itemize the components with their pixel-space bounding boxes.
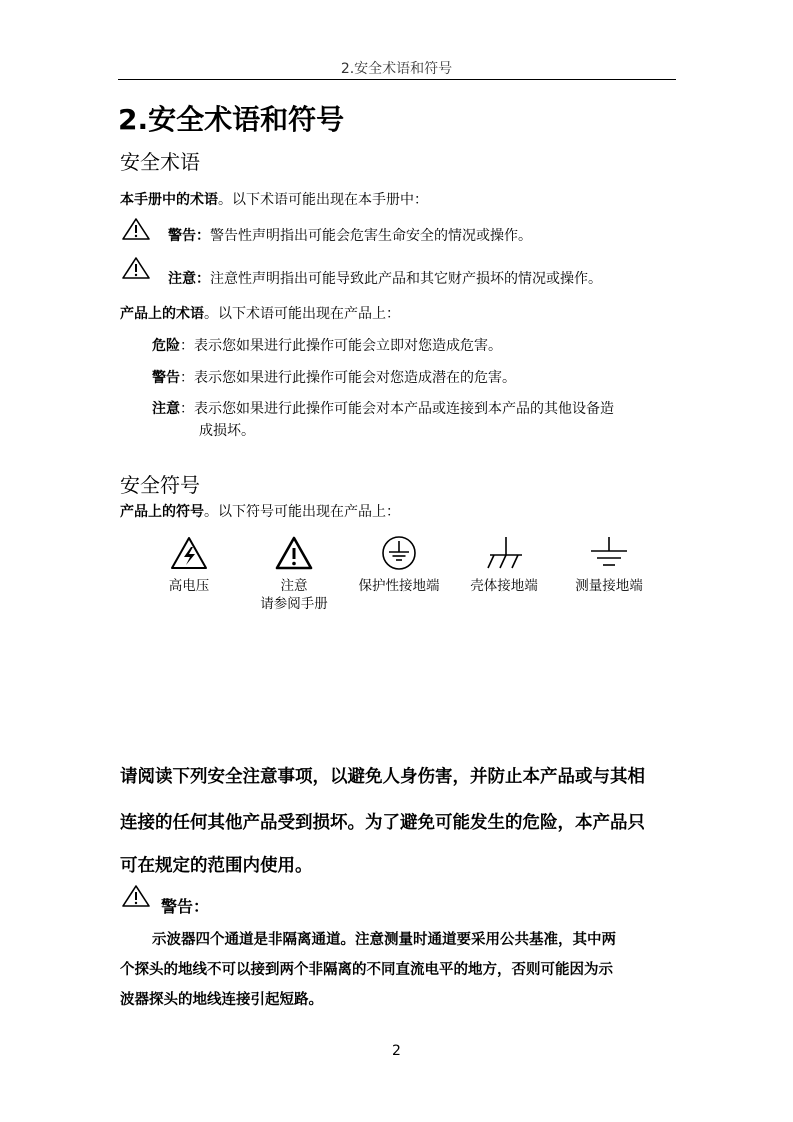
manual-terms-lead-text: 。以下术语可能出现在本手册中： — [218, 192, 428, 208]
page-number: 2 — [392, 1043, 401, 1059]
symbol-chassis-ground — [449, 535, 559, 595]
product-term-label: 危险 — [152, 338, 180, 354]
channel-warning-line: 波器探头的地线连接引起短路。 — [120, 992, 323, 1008]
manual-terms-lead — [120, 190, 428, 210]
high-voltage-icon — [169, 535, 209, 571]
product-term-text: ：表示您如果进行此操作可能会立即对您造成危害。 — [180, 338, 502, 354]
product-term-text: ：表示您如果进行此操作可能会对本产品或连接到本产品的其他设备造 — [180, 401, 614, 417]
symbols-lead-bold: 产品上的符号 — [120, 504, 204, 520]
product-term-label: 警告 — [152, 370, 180, 386]
measurement-ground-icon — [587, 535, 631, 571]
manual-term-text: 警告性声明指出可能会危害生命安全的情况或操作。 — [210, 228, 532, 244]
warning-label: 警告： — [161, 897, 210, 916]
warning-triangle-icon — [121, 256, 151, 280]
product-term-text: ：表示您如果进行此操作可能会对您造成潜在的危害。 — [180, 370, 516, 386]
manual-terms-lead-bold: 本手册中的术语 — [120, 192, 218, 208]
manual-term-caution — [168, 269, 602, 289]
warning-triangle-icon — [121, 884, 151, 908]
safety-notice-line: 请阅读下列安全注意事项，以避免人身伤害，并防止本产品或与其相 — [120, 767, 645, 787]
channel-warning — [120, 925, 676, 1015]
product-term-caution-cont: 成损坏。 — [199, 423, 255, 439]
warning-triangle-icon — [121, 217, 151, 241]
symbol-label-line2: 请参阅手册 — [260, 596, 328, 612]
terms-heading: 安全术语 — [120, 150, 200, 174]
symbol-measurement-ground — [554, 535, 664, 595]
channel-warning-line: 示波器四个通道是非隔离通道。注意测量时通道要采用公共基准，其中两 — [152, 932, 616, 948]
caution-triangle-icon — [274, 535, 314, 571]
symbols-lead-text: 。以下符号可能出现在产品上： — [204, 504, 400, 520]
manual-term-text: 注意性声明指出可能导致此产品和其它财产损坏的情况或操作。 — [210, 271, 602, 287]
header-rule — [118, 79, 676, 80]
symbol-high-voltage — [134, 535, 244, 595]
manual-term-warning — [168, 226, 532, 246]
running-header: 2.安全术语和符号 — [340, 61, 453, 77]
product-terms-lead-text: 。以下术语可能出现在产品上： — [204, 306, 400, 322]
protective-earth-icon — [379, 535, 419, 571]
safety-notice-line: 可在规定的范围内使用。 — [120, 856, 313, 876]
product-term-caution — [152, 399, 614, 419]
product-term-danger — [152, 336, 502, 356]
symbol-label: 保护性接地端 — [358, 578, 440, 594]
symbol-label: 高电压 — [168, 578, 210, 594]
symbols-heading: 安全符号 — [120, 473, 200, 497]
safety-notice-line: 连接的任何其他产品受到损坏。为了避免可能发生的危险，本产品只 — [120, 813, 645, 833]
symbols-lead — [120, 502, 400, 522]
product-term-warning — [152, 368, 516, 388]
product-terms-lead-bold: 产品上的术语 — [120, 306, 204, 322]
symbol-label: 注意 — [280, 578, 308, 594]
product-term-label: 注意 — [152, 401, 180, 417]
page-title: 2.安全术语和符号 — [118, 103, 345, 136]
product-terms-lead — [120, 304, 400, 324]
symbol-label: 壳体接地端 — [470, 578, 538, 594]
symbol-caution — [239, 535, 349, 613]
manual-term-label: 警告： — [168, 228, 210, 244]
chassis-ground-icon — [482, 535, 526, 571]
symbol-protective-earth — [344, 535, 454, 595]
safety-notice — [120, 758, 676, 885]
channel-warning-line: 个探头的地线不可以接到两个非隔离的不同直流电平的地方，否则可能因为示 — [120, 962, 613, 978]
manual-term-label: 注意： — [168, 271, 210, 287]
symbol-label: 测量接地端 — [575, 578, 643, 594]
